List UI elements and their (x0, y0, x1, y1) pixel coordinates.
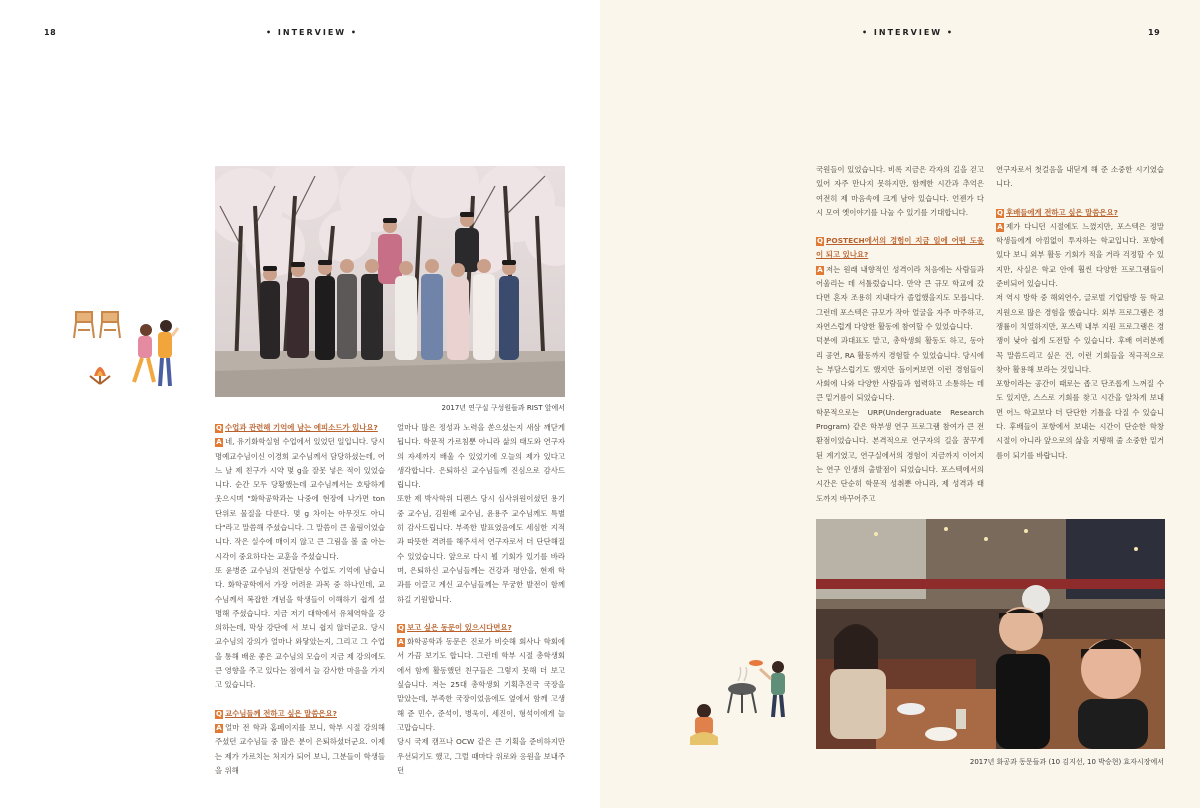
q-badge-icon: Q (997, 208, 1003, 217)
answer-2-continued: 얼마나 많은 정성과 노력을 쏟으셨는지 새삼 깨닫게 됩니다. 학문적 가르침뿐 아니라 삶의 태도와 연구자의 자세까지 배울 수 있었기에 오늘의 제가 있다고 생각합니다. 은퇴하신 교수님들께 진심으로 감사드립니다. (397, 423, 565, 490)
question-2: Q 교수님들께 전하고 싶은 말씀은요? (216, 708, 337, 718)
q-badge-icon: Q (817, 237, 823, 246)
answer-2-more: 또한 제 박사학위 디펜스 당시 심사위원이셨던 용기중 교수님, 김원배 교수님, 윤용주 교수님께도 특별히 감사드립니다. 부족한 발표였음에도 세심한 지적과 따뜻한 격려를 해주셔서 연구자로서 더 단단해질 수 있었습니다. 앞으로 다시 뵐 기회가 있기를 바라며, 은퇴하신 교수님들께는 건강과 평안을, 현재 학과를 이끌고 계신 교수님들께는 무궁한 발전이 함께하길 기원합니다. (397, 494, 565, 604)
answer-5-continued: 저 역시 방학 중 해외연수, 글로벌 기업탐방 등 학교 지원으로 많은 경험을 했습니다. 외부 프로그램은 경쟁률이 치열하지만, 포스텍 내부 지원 프로그램은 경쟁이 낮아 쉽게 도전할 수 있습니다. 후배 여러분께 꼭 말씀드리고 싶은 건, 이런 기회들을 적극적으로 찾아 활용해 보라는 것입니다. (996, 293, 1164, 374)
q-badge-icon: Q (216, 709, 222, 718)
campfire-couple-illustration (70, 306, 190, 396)
section-header-right: • INTERVIEW • (862, 28, 955, 37)
q-badge-icon: Q (216, 424, 222, 432)
text-column-2 (397, 421, 565, 778)
right-photo-caption: 2017년 화공과 동문들과 (10 김지선, 10 박승현) 효자시장에서 (969, 758, 1164, 766)
text-column-3 (816, 163, 984, 506)
a-badge-icon: A (817, 265, 823, 274)
bbq-picnic-illustration (682, 655, 802, 755)
answer-5: A 제가 다니던 시절에도 느꼈지만, 포스텍은 정말 학생들에게 아낌없이 투자하는 학교입니다. 포항에 있다 보니 외부 활동 기회가 적을 거라 걱정할 수 있지만, 사실은 학교 안에 훨씬 다양한 프로그램들이 준비되어 있습니다. (996, 221, 1164, 289)
q-badge-icon: Q (398, 623, 404, 632)
answer-2: A 얼마 전 학과 홈페이지를 보니, 학부 시절 강의해 주셨던 교수님들 중 많은 분이 은퇴하셨더군요. 이제는 제가 가르치는 처지가 되어 보니, 그분들이 학생들을 위해 (215, 722, 385, 775)
alumni-restaurant-photo (816, 519, 1165, 749)
question-1: Q 수업과 관련해 기억에 남는 에피소드가 있나요? (216, 423, 378, 432)
group-photo-cherry-blossom (215, 166, 565, 397)
question-5: Q 후배들에게 전하고 싶은 말씀은요? (997, 207, 1118, 217)
answer-5-more: 포항이라는 공간이 때로는 좁고 단조롭게 느껴질 수도 있지만, 스스로 기회를 찾고 시간을 알차게 보내면 어느 학교보다 더 단단한 기틀을 다질 수 있습니다. 후배들이 포항에서 보내는 시간이 단순한 학창 시절이 아니라 앞으로의 삶을 지탱해 줄 소중한 밑거름이 되기를 바랍니다. (996, 379, 1164, 460)
question-3: Q 보고 싶은 동문이 있으시다면요? (398, 622, 512, 632)
a-badge-icon: A (997, 222, 1003, 231)
answer-4: A 저는 원래 내향적인 성격이라 처음에는 사람들과 어울리는 데 서툴렀습니다. 만약 큰 규모 학교에 갔다면 혼자 조용히 지내다가 졸업했을지도 모릅니다. 그런데 포스텍은 규모가 작아 얼굴을 자주 마주하고, 자연스럽게 다양한 활동에 참여할 수 있었습니다. (816, 264, 984, 331)
answer-1: A 네, 유기화학실험 수업에서 있었던 일입니다. 당시 명예교수님이신 이경희 교수님께서 담당하셨는데, 어느 날 제 친구가 시약 몇 g을 잘못 넣은 적이 있었습니다. 순간 모두 당황했는데 교수님께서는 호탕하게 웃으시며 "화학공학과는 나중에 현장에 나가면 ton 단위로 물질을 다룬다. 몇 g 차이는 아무것도 아니다"라고 말씀해 주셨습니다. 그 말씀이 큰 울림이었습니다. 작은 실수에 매이지 않고 큰 그림을 볼 줄 아는 시각이 중요하다는 교훈을 주셨습니다. (215, 437, 385, 561)
page-number-left: 18 (44, 28, 57, 37)
paragraph-intro: 국원들이 있었습니다. 비록 지금은 각자의 길을 걷고 있어 자주 만나지 못하지만, 함께한 시간과 추억은 여전히 제 마음속에 크게 남아 있습니다. 언젠가 다시 모여 옛이야기를 나눌 수 있기를 기대합니다. (816, 165, 984, 217)
left-photo-caption: 2017년 연구실 구성원들과 RIST 앞에서 (441, 404, 565, 412)
paragraph-closing: 연구자로서 첫걸음을 내딛게 해 준 소중한 시기였습니다. (996, 165, 1164, 189)
answer-4-continued: 덕분에 과대표도 맡고, 총학생회 활동도 하고, 동아리 공연, RA 활동까지 경험할 수 있었습니다. 당시에는 부담스럽기도 했지만 돌이켜보면 이런 경험들이 사회에 나와 다양한 사람들과 협력하고 소통하는 데 큰 밑거름이 되었습니다. (816, 336, 984, 403)
answer-1-continued: 또 윤병준 교수님의 전달현상 수업도 기억에 남습니다. 화학공학에서 가장 어려운 과목 중 하나인데, 교수님께서 복잡한 개념을 학생들이 이해하기 쉽게 설명해 주셨습니다. 지금 저기 대학에서 유체역학을 강의하는데, 막상 강단에 서 보니 쉽지 않더군요. 당시 교수님의 강의가 얼마나 와닿았는지, 그리고 그 수업을 통해 배운 좋은 교수님의 모습이 지금 제 강의에도 큰 영향을 주고 있다는 점에서 늘 감사한 마음을 가지고 있습니다. (215, 565, 385, 690)
right-page (600, 0, 1200, 808)
text-column-1 (215, 421, 385, 778)
answer-3-continued: 당시 국제 캠프나 OCW 같은 큰 기획을 준비하지만 우선되기도 했고, 그럴 때마다 위로와 응원을 보내주던 (397, 737, 565, 775)
section-header-left: • INTERVIEW • (266, 28, 359, 37)
a-badge-icon: A (398, 638, 404, 647)
a-badge-icon: A (216, 438, 222, 447)
answer-3: A 화학공학과 동문은 진로가 비슷해 회사나 학회에서 가끔 보기도 합니다. 그런데 학부 시절 총학생회에서 함께 활동했던 친구들은 그렇지 못해 더 보고 싶습니다. 저는 25대 총학생회 기획추진국 국장을 맡았는데, 부족한 국장이었음에도 옆에서 함께 고생해 준 민수, 준석이, 병욱이, 세진이, 형석이에게 늘 고맙습니다. (397, 637, 565, 732)
question-4: Q POSTECH에서의 경험이 지금 일에 어떤 도움이 되고 있나요? (816, 236, 984, 260)
page-number-right: 19 (1148, 28, 1161, 37)
a-badge-icon: A (216, 723, 222, 732)
text-column-4 (996, 163, 1164, 463)
answer-4-more: 학문적으로는 URP(Undergraduate Research Program) 같은 학부생 연구 프로그램 참여가 큰 전환점이었습니다. 본격적으로 연구자의 길을 꿈꾸게 된 계기였고, 연구실에서의 경험이 지금까지 이어지는 연구 인생의 출발점이 되었습니다. 포스텍에서의 시간은 단순히 학문적 성취뿐 아니라, 제 성격과 태도까지 바꾸어주고 (816, 407, 984, 503)
